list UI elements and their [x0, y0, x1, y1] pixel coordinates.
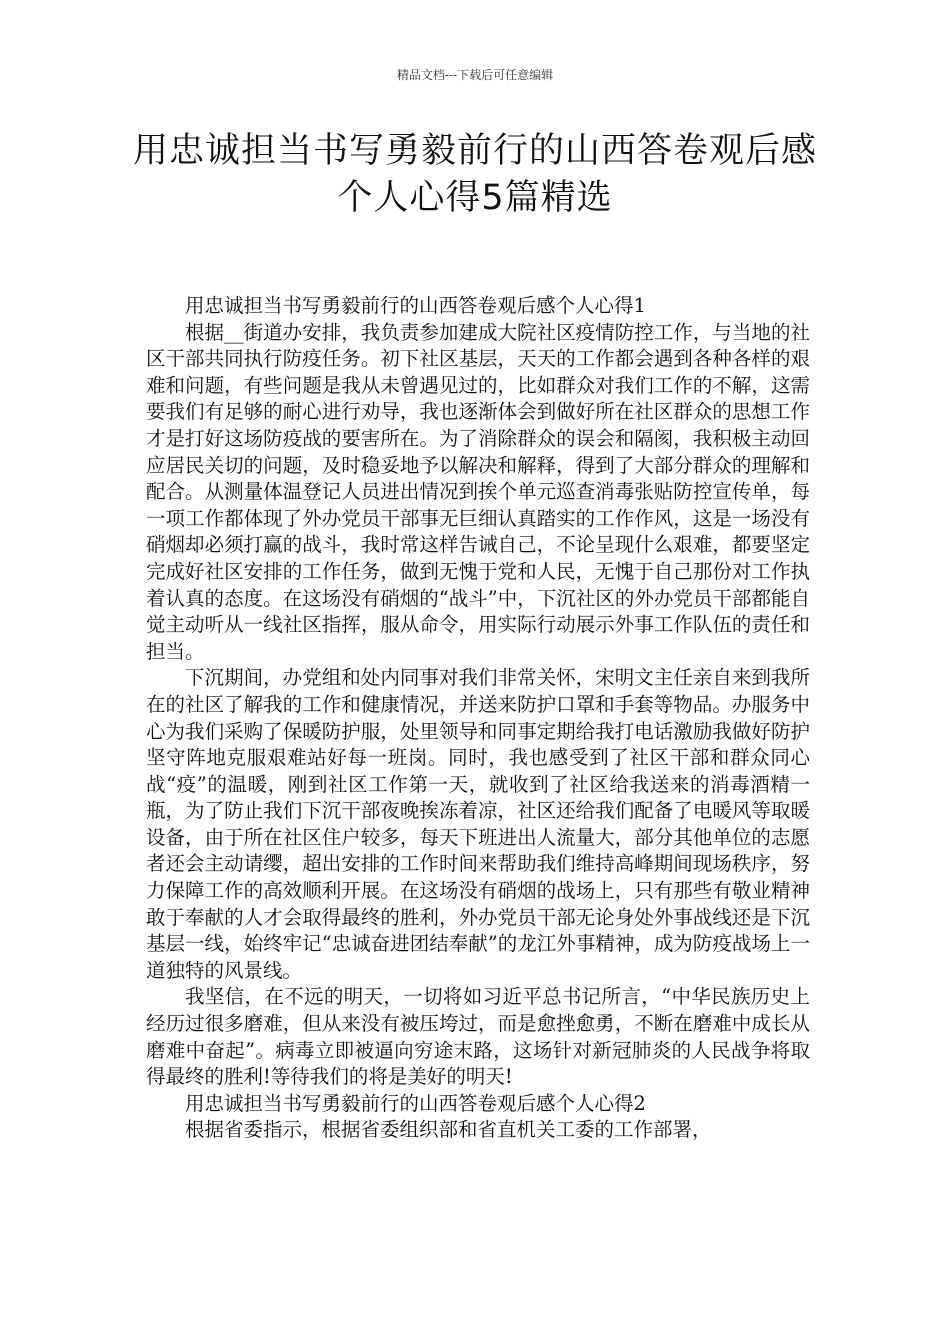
section-heading-1: 用忠诚担当书写勇毅前行的山西答卷观后感个人心得1 [185, 294, 646, 317]
document-title: 用忠诚担当书写勇毅前行的山西答卷观后感个人心得5篇精选 [132, 131, 817, 218]
body-paragraph: 下沉期间，办党组和处内同事对我们非常关怀，宋明文主任亲自来到我所在的社区了解我的工作和健康情况，并送来防护口罩和手套等物品。办服务中心为我们采购了保暖防护服，处里领导和同事定期给我打电话激励我做好防护坚守阵地克服艰难站好每一班岗。同时，我也感受到了社区干部和群众同心战“疫”的温暖，刚到社区工作第一天，就收到了社区给我送来的消毒酒精一瓶，为了防止我们下沉干部夜晚挨冻着凉，社区还给我们配备了电暖风等取暖设备，由于所在社区住户较多，每天下班进出人流量大，部分其他单位的志愿者还会主动请缨，超出安排的工作时间来帮助我们维持高峰期间现场秩序，努力保障工作的高效顺利开展。在这场没有硝烟的战场上，只有那些有敬业精神敢于奉献的人才会取得最终的胜利，外办党员干部无论身处外事战线还是下沉基层一线，始终牢记“忠诚奋进团结奉献”的龙江外事精神，成为防疫战场上一道独特的风景线。 [146, 666, 810, 982]
document-body [146, 293, 810, 1144]
section-heading-2: 用忠诚担当书写勇毅前行的山西答卷观后感个人心得2 [185, 1091, 646, 1115]
body-paragraph: 根据__街道办安排，我负责参加建成大院社区疫情防控工作，与当地的社区干部共同执行防疫任务。初下社区基层，天天的工作都会遇到各种各样的艰难和问题，有些问题是我从未曾遇见过的，比如群众对我们工作的不解，这需要我们有足够的耐心进行劝导，我也逐渐体会到做好所在社区群众的思想工作才是打好这场防疫战的要害所在。为了消除群众的误会和隔阂，我积极主动回应居民关切的问题，及时稳妥地予以解决和解释，得到了大部分群众的理解和配合。从测量体温登记人员进出情况到挨个单元巡查消毒张贴防控宣传单，每一项工作都体现了外办党员干部事无巨细认真踏实的工作作风，这是一场没有硝烟却必须打赢的战斗，我时常这样告诫自己，不论呈现什么艰难，都要坚定完成好社区安排的工作任务，做到无愧于党和人民，无愧于自己那份对工作执着认真的态度。在这场没有硝烟的“战斗”中，下沉社区的外办党员干部都能自觉主动听从一线社区指挥，服从命令，用实际行动展示外事工作队伍的责任和担当。 [146, 320, 810, 663]
body-paragraph: 我坚信，在不远的明天，一切将如习近平总书记所言，“中华民族历史上经历过很多磨难，但从来没有被压垮过，而是愈挫愈勇，不断在磨难中成长从磨难中奋起”。病毒立即被逼向穷途末路，这场针对新冠肺炎的人民战争将取得最终的胜利!等待我们的将是美好的明天! [146, 985, 810, 1089]
body-paragraph: 根据省委指示，根据省委组织部和省直机关工委的工作部署， [185, 1118, 712, 1142]
page-header: 精品文档---下载后可任意编辑 [396, 68, 554, 82]
